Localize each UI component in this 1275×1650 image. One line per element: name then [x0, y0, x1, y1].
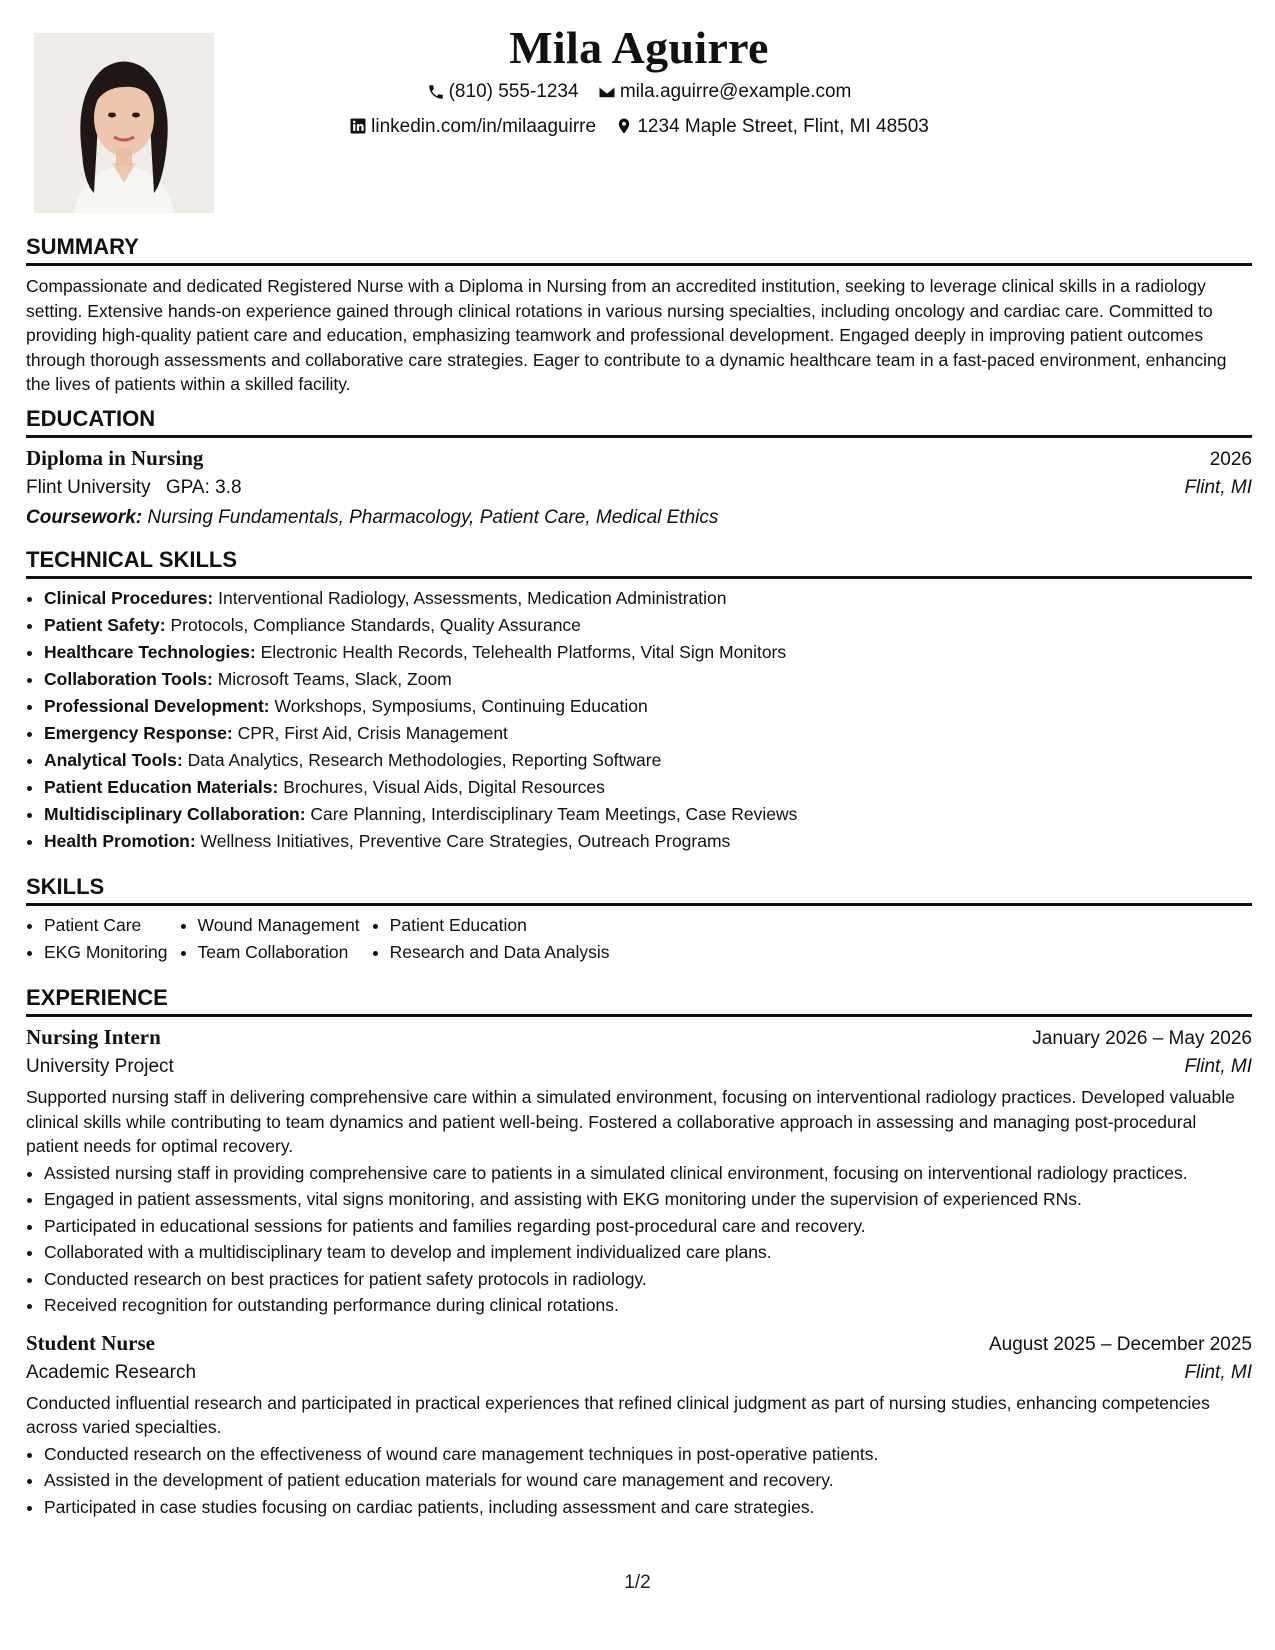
email-contact[interactable]: [598, 76, 852, 107]
education-school-row: [26, 473, 1252, 503]
job-title-row: [26, 1328, 1252, 1358]
skill-values: Brochures, Visual Aids, Digital Resources: [283, 777, 605, 797]
section-title: EXPERIENCE: [26, 985, 1252, 1017]
job-org: University Project: [26, 1056, 174, 1077]
skills-column: [372, 912, 610, 966]
contact-line-1: [26, 76, 1252, 111]
skill-category: Analytical Tools:: [44, 750, 183, 770]
job-dates: January 2026 – May 2026: [1032, 1028, 1252, 1049]
technical-skills-section: [26, 547, 1252, 855]
linkedin-text: linkedin.com/in/milaaguirre: [371, 115, 597, 137]
skill-category: Patient Education Materials:: [44, 777, 279, 797]
section-title: EDUCATION: [26, 406, 1252, 438]
skill-values: Workshops, Symposiums, Continuing Education: [274, 696, 648, 716]
list-item: • Patient Education: [390, 912, 610, 939]
job-entry: [26, 1328, 1252, 1520]
envelope-icon: [598, 83, 616, 101]
page-number: 1/2: [624, 1572, 651, 1593]
section-title: SUMMARY: [26, 234, 1252, 266]
address-text: 1234 Maple Street, Flint, MI 48503: [637, 115, 929, 137]
list-item: • Conducted research on best practices for patient safety protocols in radiology.: [44, 1267, 1252, 1292]
phone-text: (810) 555-1234: [448, 81, 579, 102]
list-item: • Conducted research on the effectiveness of wound care management techniques in post-operative patients.: [44, 1442, 1252, 1467]
skill-values: Interventional Radiology, Assessments, Medication Administration: [218, 588, 727, 608]
summary-text: Compassionate and dedicated Registered Nurse with a Diploma in Nursing from an accredited institution, seeking to leverage clinical skills in a radiology setting. Extensive hands-on experience gained through clinical rotations in various nursing specialties, including oncology and cardiac care. Committed to providing high-quality patient care and education, emphasizing teamwork and professional development. Engaged deeply in improving patient outcomes through thorough assessments and collaborative care strategies. Eager to contribute to a dynamic healthcare team in a fast-paced environment, enhancing the lives of patients within a skilled facility.: [26, 276, 1227, 394]
skills-column: [26, 912, 168, 966]
job-title-row: [26, 1022, 1252, 1052]
list-item: [44, 612, 1252, 639]
list-item: [44, 828, 1252, 855]
graduation-year: 2026: [1209, 449, 1252, 470]
skill-category: Collaboration Tools:: [44, 669, 213, 689]
technical-skills-list: [26, 585, 1252, 855]
list-item: • EKG Monitoring: [44, 939, 168, 966]
section-title: TECHNICAL SKILLS: [26, 547, 1252, 579]
job-location: Flint, MI: [1184, 1056, 1252, 1077]
job-org-row: [26, 1052, 1252, 1082]
list-item: [44, 801, 1252, 828]
skill-category: Clinical Procedures:: [44, 588, 214, 608]
skill-values: Electronic Health Records, Telehealth Platforms, Vital Sign Monitors: [260, 642, 787, 662]
skill-category: Professional Development:: [44, 696, 270, 716]
map-pin-icon: [615, 117, 633, 135]
list-item: • Assisted nursing staff in providing comprehensive care to patients in a simulated clinical environment, focusing on interventional radiology practices.: [44, 1161, 1252, 1186]
email-text: mila.aguirre@example.com: [619, 81, 852, 102]
skill-values: Wellness Initiatives, Preventive Care Strategies, Outreach Programs: [200, 831, 731, 851]
skills-section: [26, 874, 1252, 966]
job-summary: Conducted influential research and participated in practical experiences that refined clinical judgment as part of nursing studies, enhancing competencies across varied specialties.: [26, 1392, 1210, 1437]
education-degree-row: [26, 443, 1252, 473]
linkedin-icon: [349, 117, 367, 135]
job-bullets: [26, 1161, 1252, 1318]
school-name: Flint University: [26, 477, 151, 498]
skill-values: Care Planning, Interdisciplinary Team Meetings, Case Reviews: [310, 804, 798, 824]
list-item: • Participated in educational sessions for patients and families regarding post-procedural care and recovery.: [44, 1214, 1252, 1239]
job-bullets: [26, 1442, 1252, 1520]
job-title: Student Nurse: [26, 1330, 155, 1355]
skill-category: Multidisciplinary Collaboration:: [44, 804, 306, 824]
skill-values: CPR, First Aid, Crisis Management: [237, 723, 508, 743]
candidate-name: Mila Aguirre: [509, 22, 769, 73]
skill-values: Protocols, Compliance Standards, Quality Assurance: [170, 615, 581, 635]
job-org-row: [26, 1358, 1252, 1388]
job-dates: August 2025 – December 2025: [988, 1333, 1252, 1355]
skills-grid: [26, 912, 1252, 966]
list-item: [44, 747, 1252, 774]
list-item: [44, 666, 1252, 693]
list-item: • Engaged in patient assessments, vital signs monitoring, and assisting with EKG monitoring under the supervision of experienced RNs.: [44, 1187, 1252, 1212]
linkedin-contact[interactable]: [349, 111, 596, 142]
summary-section: [26, 234, 1252, 397]
experience-section: [26, 985, 1252, 1521]
school-location: Flint, MI: [1184, 477, 1252, 498]
list-item: [44, 585, 1252, 612]
contact-line-2: [26, 111, 1252, 146]
address-contact: [615, 111, 929, 142]
list-item: • Participated in case studies focusing on cardiac patients, including assessment and care strategies.: [44, 1495, 1252, 1520]
skill-category: Healthcare Technologies:: [44, 642, 256, 662]
phone-contact[interactable]: [427, 76, 579, 107]
skill-values: Microsoft Teams, Slack, Zoom: [217, 669, 452, 689]
job-summary: Supported nursing staff in delivering comprehensive care within a simulated environment, focusing on interventional radiology practices. Developed valuable clinical skills while contributing to team dynamics and patient well-being. Fostered a collaborative approach in assessing and managing post-procedural patient needs for optimal recovery.: [26, 1087, 1235, 1156]
job-entry: [26, 1022, 1252, 1318]
gpa: GPA: 3.8: [165, 477, 242, 498]
skill-values: Data Analytics, Research Methodologies, Reporting Software: [187, 750, 662, 770]
list-item: [44, 720, 1252, 747]
section-title: SKILLS: [26, 874, 1252, 906]
list-item: • Team Collaboration: [198, 939, 360, 966]
phone-icon: [427, 83, 445, 101]
job-org: Academic Research: [26, 1361, 197, 1383]
coursework-label: Coursework:: [26, 507, 143, 528]
list-item: • Patient Care: [44, 912, 168, 939]
skill-category: Patient Safety:: [44, 615, 166, 635]
degree-name: Diploma in Nursing: [26, 446, 204, 470]
list-item: [44, 639, 1252, 666]
skills-column: [180, 912, 360, 966]
list-item: • Collaborated with a multidisciplinary team to develop and implement individualized care plans.: [44, 1240, 1252, 1265]
list-item: [44, 774, 1252, 801]
job-location: Flint, MI: [1184, 1361, 1252, 1383]
coursework-line: [26, 503, 1252, 533]
list-item: • Wound Management: [198, 912, 360, 939]
resume-header: [26, 20, 1252, 145]
list-item: [44, 693, 1252, 720]
skill-category: Health Promotion:: [44, 831, 196, 851]
list-item: • Research and Data Analysis: [390, 939, 610, 966]
list-item: • Assisted in the development of patient education materials for wound care management and recovery.: [44, 1468, 1252, 1493]
job-title: Nursing Intern: [26, 1025, 161, 1049]
skill-category: Emergency Response:: [44, 723, 233, 743]
list-item: • Received recognition for outstanding performance during clinical rotations.: [44, 1293, 1252, 1318]
coursework-list: Nursing Fundamentals, Pharmacology, Patient Care, Medical Ethics: [147, 507, 719, 528]
education-section: [26, 406, 1252, 533]
